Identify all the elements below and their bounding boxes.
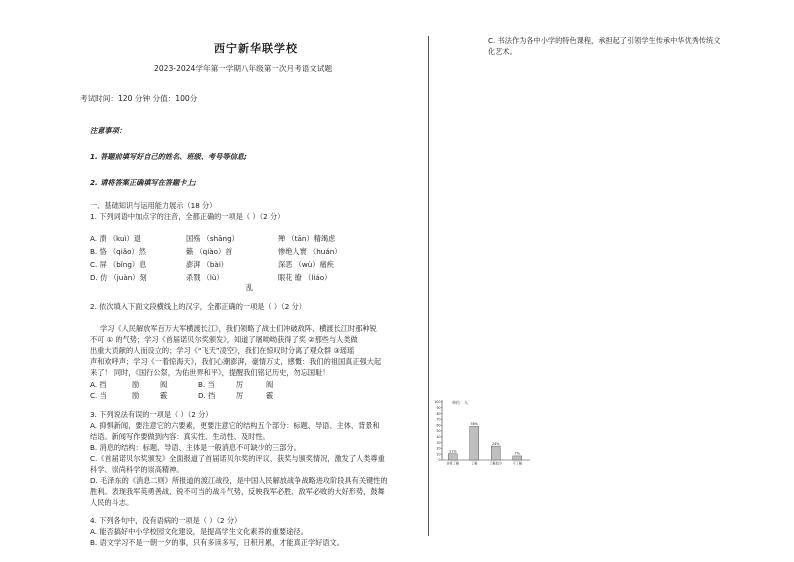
q4-line: A. 能否搞好中小学校园文化建设，是提高学生文化素养的重要途径。: [90, 527, 308, 536]
q2-passage-line: 不可 ① 的气势；学习《首届诺贝尔奖颁发》，知道了屠呦呦获得了奖 ②那些与人类做: [90, 335, 358, 344]
option-c-line: C. 书法作为各中小学的特色课程，承担起了引领学生传承中华优秀传统文: [488, 36, 721, 45]
section-heading: 一、基础知识与运用能力展示（18 分）: [90, 201, 217, 210]
bar-value-label: 58%: [470, 422, 479, 427]
q1-option-extra: 乱: [246, 283, 254, 292]
bars-group: [446, 422, 522, 465]
q1-option-b3: 惨绝人寰 （huán）: [278, 247, 342, 256]
note-2: 2. 请将答案正确填写在答题卡上;: [90, 178, 197, 187]
category-label: 不了解: [512, 461, 523, 466]
q3-line: B. 消息的结构：标题、导语、主体是一般消息不可缺少的三部分。: [90, 443, 301, 452]
q3-stem: 3. 下列说法有误的一项是（ ）（2 分）: [90, 410, 213, 419]
y-tick-label: 90: [436, 406, 441, 410]
q2-option: B. 当: [198, 380, 215, 389]
q2-option: 励: [132, 380, 140, 389]
q3-line: A. 抑惧新闻，要注意它的六要素，更要注意它的结构五个部分：标题、导语、主体、背景和: [90, 421, 380, 430]
chart-svg: [432, 398, 532, 470]
q4-line: B. 语文学习不是一朝一夕的事，只有多读多写，日积月累，才能真正学好语文。: [90, 538, 344, 547]
q2-option: 阀: [266, 380, 274, 389]
bar: [491, 446, 500, 460]
bar-value-label: 11%: [448, 449, 457, 454]
y-tick-label: 30: [436, 440, 441, 445]
option-c-line: 化艺术。: [488, 47, 517, 56]
q2-option: 霰: [160, 391, 168, 400]
q2-option: 阀: [160, 380, 168, 389]
q1-option-d3: 眼花 缭 （liáo）: [278, 273, 332, 282]
q1-stem: 1. 下列词语中加点字的注音，全都正确的一项是（ ）（2 分）: [90, 212, 285, 221]
q3-line: D. 毛泽东的《消息二则》所报道的渡江战役，是中国人民解放战争战略进攻阶段具有关键性的: [90, 476, 388, 485]
q2-option: 霰: [266, 391, 274, 400]
category-label: 了解较少: [489, 461, 503, 466]
y-tick-label: 50: [436, 429, 441, 434]
y-tick-label: 80: [436, 411, 441, 416]
q3-line: 胜利。表现我军英勇善战、锐不可当的战斗气势，反映我军必胜、敌军必败的大好形势，鼓舞: [90, 487, 385, 496]
y-tick-label: 40: [436, 435, 441, 439]
y-tick-label: 70: [436, 417, 441, 422]
q2-stem: 2. 依次填入下面文段横线上的汉字，全都正确的一项是（ ）（2 分）: [90, 302, 306, 311]
unit-label: 单位：人: [452, 400, 468, 405]
bar-value-label: 7%: [514, 451, 520, 456]
y-tick-label: 60: [436, 423, 441, 428]
q1-option-b2: 籁 （qiào）首: [186, 247, 233, 256]
y-tick-label: 10: [436, 452, 441, 457]
q2-option: 厉: [236, 380, 244, 389]
q1-option-d2: 杀戮 （lù）: [186, 273, 224, 282]
bar: [513, 456, 522, 460]
q2-option: 厉: [236, 391, 244, 400]
q1-option-a1: A. 溃 （kuì）退: [90, 234, 141, 243]
q2-option: A. 挡: [90, 380, 107, 389]
exam-title: 2023-2024学年第一学期八年级第一次月考语文试题: [154, 64, 333, 73]
y-ticks: [434, 400, 442, 462]
q3-line: 科学、崇尚科学的崇高精神。: [90, 465, 184, 474]
note-1: 1. 答题前填写好自己的姓名、班级、考号等信息;: [90, 152, 247, 161]
category-label: 非常了解: [446, 461, 460, 466]
q1-option-b1: B. 恪 （qiǎo）然: [90, 247, 146, 256]
q1-option-c1: C. 屏 （bǐng）息: [90, 260, 147, 269]
q2-option: 励: [132, 391, 140, 400]
q1-option-a2: 国殇 （shāng）: [186, 234, 239, 243]
bar: [470, 426, 479, 460]
y-tick-label: 20: [436, 446, 441, 451]
q3-line: 结语。新闻写作要做到内容：真实性、生动性、及时性。: [90, 432, 270, 441]
column-divider: [428, 36, 429, 536]
q3-line: C.《首届诺贝尔奖颁发》全面报道了首届诺贝尔奖的评议、获奖与颁奖情况，激发了人类尊重: [90, 454, 385, 463]
school-title: 西宁新华联学校: [214, 42, 298, 55]
category-label: 了解: [471, 461, 478, 466]
bar-value-label: 24%: [491, 441, 500, 446]
y-tick-label: 0: [438, 458, 441, 463]
y-tick-label: 100: [434, 400, 441, 405]
q2-passage-line: 声和欢呼声；学习《一着惊海天》，我们心潮澎湃，豪情万丈，感慨：我们的祖国真正强大起: [90, 357, 382, 366]
survey-bar-chart: [432, 398, 532, 470]
q1-option-c3: 深恶 （wù）痛疾: [278, 260, 334, 269]
q1-option-c2: 澎湃 （bài）: [186, 260, 228, 269]
q4-stem: 4. 下列各句中，没有语病的一项是（ ）（2 分）: [90, 516, 242, 525]
notes-heading: 注意事项：: [90, 126, 126, 135]
q2-passage-line: 学习《人民解放军百万大军横渡长江》，我们领略了战士们冲破敌阵、横渡长江时那种锐: [100, 324, 377, 333]
time-score: 考试时间：120 分钟 分值：100分: [80, 94, 198, 103]
q1-option-a3: 殚 （tān）精竭虑: [278, 234, 336, 243]
q2-passage-line: 来了！ 同时，《国行公祭，为佑世界和平》，提醒我们铭记历史，勿忘国耻！: [90, 368, 330, 377]
q2-passage-line: 出重大贡献的人而设立的；学习《“飞天”凌空》，我们在惊叹时分离了观众群 ③瑶瑶: [90, 346, 355, 355]
q2-option: D. 挡: [198, 391, 216, 400]
q3-line: 人民的斗志。: [90, 498, 134, 507]
q1-option-d1: D. 仿 （juàn）刻: [90, 273, 147, 282]
bar: [448, 454, 457, 460]
q2-option: C. 当: [90, 391, 107, 400]
